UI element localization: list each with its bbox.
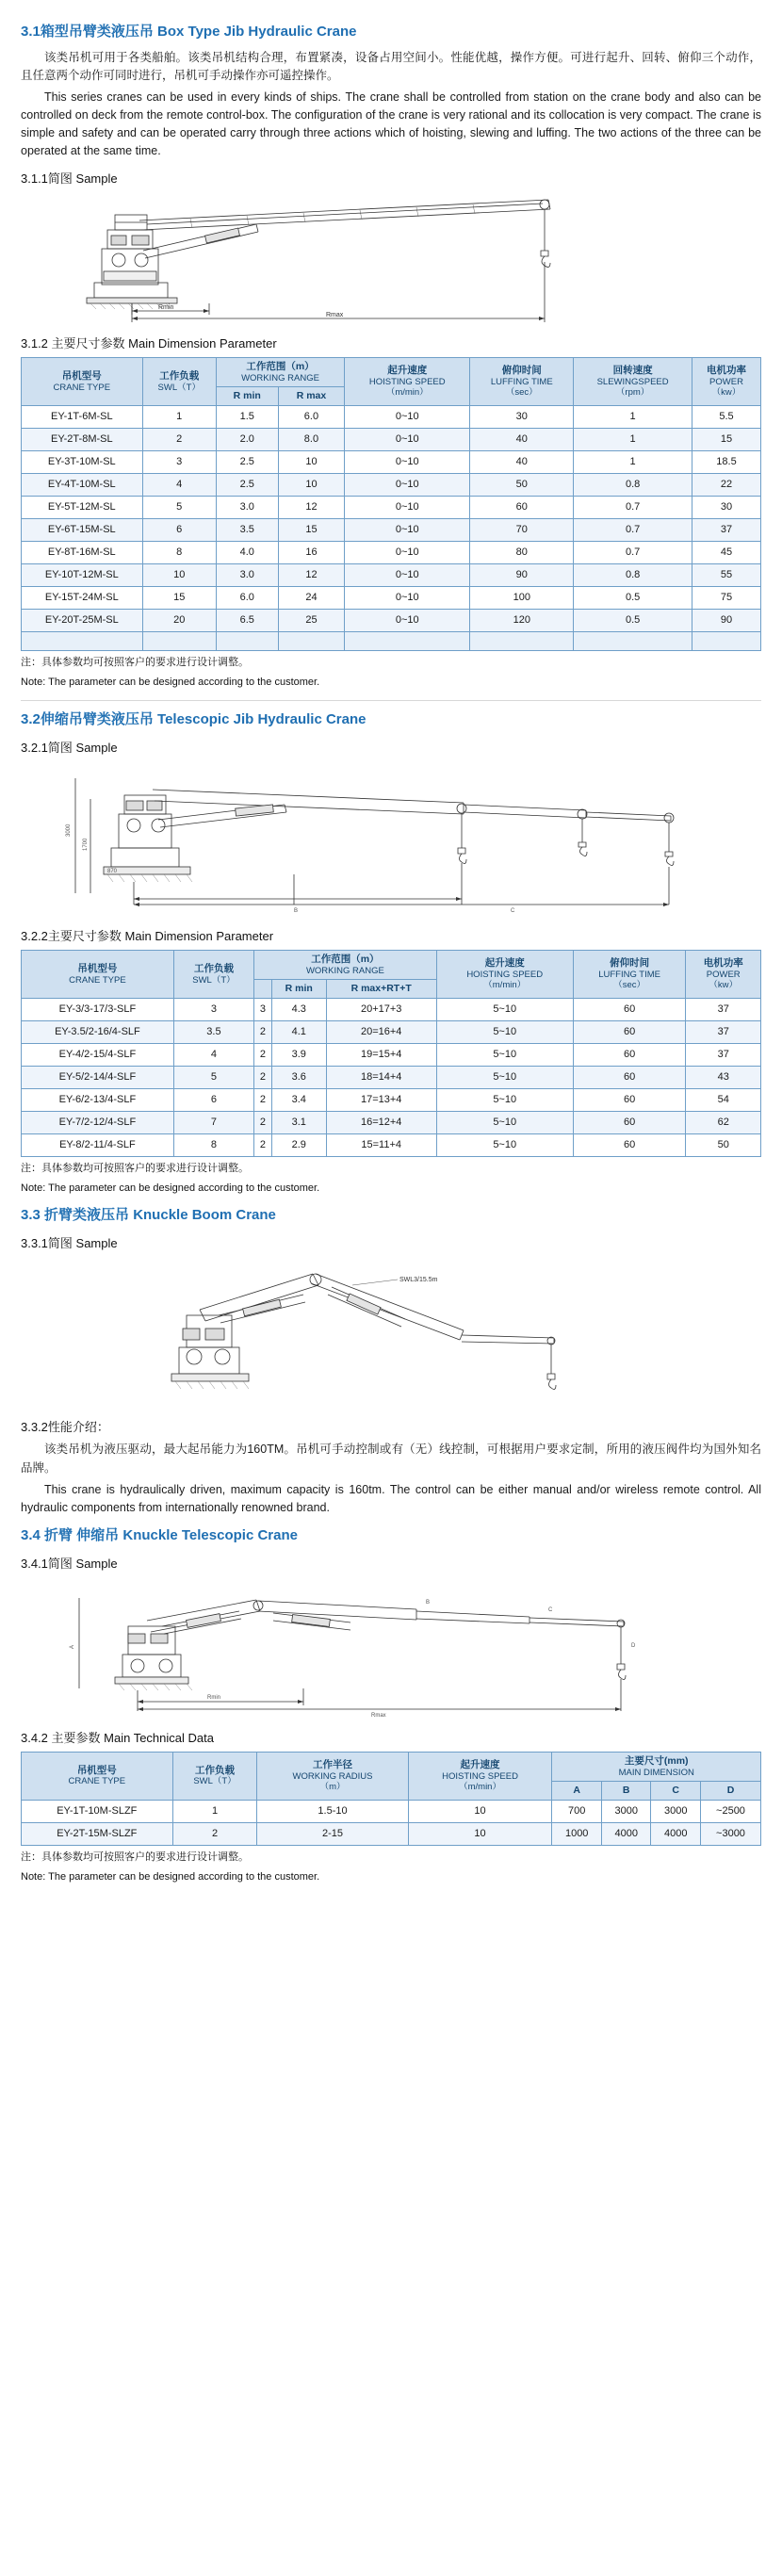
table-cell: 2 bbox=[254, 1020, 272, 1043]
th-kt-main-dimension: 主要尺寸(mm) MAIN DIMENSION bbox=[552, 1753, 761, 1782]
table-cell: EY-5/2-14/4-SLF bbox=[22, 1066, 174, 1088]
table-cell: 8.0 bbox=[278, 428, 344, 450]
table-cell: EY-3.5/2-16/4-SLF bbox=[22, 1020, 174, 1043]
table-cell: 3.0 bbox=[216, 496, 278, 518]
table-cell: 1.5 bbox=[216, 405, 278, 428]
note-cn-1: 注：具体参数均可按照客户的要求进行设计调整。 bbox=[21, 657, 249, 669]
divider-1 bbox=[21, 700, 761, 701]
table-cell: 18=14+4 bbox=[326, 1066, 436, 1088]
table-cell: 0~10 bbox=[345, 450, 470, 473]
table-cell: 15 bbox=[692, 428, 760, 450]
table-cell: 4000 bbox=[651, 1822, 701, 1845]
note-cn-2: 注：具体参数均可按照客户的要求进行设计调整。 bbox=[21, 1162, 249, 1174]
svg-text:3000: 3000 bbox=[66, 824, 72, 838]
figure-box-type-crane bbox=[21, 192, 761, 324]
table-cell: 3.1 bbox=[271, 1111, 326, 1133]
table-cell: 4.3 bbox=[271, 998, 326, 1020]
th-r-min: R min bbox=[216, 387, 278, 406]
section-3-3-paragraph-cn: 该类吊机为液压驱动，最大起吊能力为160TM。吊机可手动控制或有（无）线控制，可根据用户要求定制，所用的液压阀件均为国外知名品牌。 bbox=[21, 1443, 761, 1475]
table-cell: 60 bbox=[573, 1133, 686, 1156]
table-cell: EY-2T-8M-SL bbox=[22, 428, 143, 450]
table-cell: 3.5 bbox=[216, 518, 278, 541]
svg-text:Rmin: Rmin bbox=[158, 304, 174, 312]
table-cell-blank bbox=[22, 631, 143, 650]
svg-text:870: 870 bbox=[107, 869, 118, 875]
table-cell: 0.8 bbox=[574, 473, 692, 496]
table-cell: 12 bbox=[278, 496, 344, 518]
table-cell: 5~10 bbox=[436, 1133, 573, 1156]
table-cell: 60 bbox=[573, 1020, 686, 1043]
table-knuckle-telescopic-data bbox=[21, 1752, 761, 1846]
table-row bbox=[22, 1088, 761, 1111]
table-cell: 0~10 bbox=[345, 496, 470, 518]
table-cell: 5~10 bbox=[436, 1066, 573, 1088]
table-cell: 2.5 bbox=[216, 473, 278, 496]
table-cell: 4000 bbox=[601, 1822, 651, 1845]
th-power: 电机功率 POWER （kw） bbox=[692, 358, 760, 406]
table-cell: 5~10 bbox=[436, 998, 573, 1020]
table-cell: ~3000 bbox=[700, 1822, 760, 1845]
table-telescopic-main-dimension bbox=[21, 950, 761, 1157]
table-cell: 0.7 bbox=[574, 496, 692, 518]
th-tele-r-min: R min bbox=[271, 980, 326, 999]
heading-3-1-1-sample: 3.1.1简图 Sample bbox=[21, 171, 118, 187]
table-cell: 10 bbox=[142, 563, 216, 586]
svg-text:1700: 1700 bbox=[83, 839, 89, 852]
table-cell: 75 bbox=[692, 586, 760, 609]
table-row bbox=[22, 1800, 761, 1822]
svg-text:B: B bbox=[294, 908, 299, 915]
note-en-1: Note: The parameter can be designed according to the customer. bbox=[21, 676, 320, 688]
heading-3-4-2-main-technical-data: 3.4.2 主要参数 Main Technical Data bbox=[21, 1731, 214, 1746]
table-cell: 0~10 bbox=[345, 563, 470, 586]
table-cell: 0.5 bbox=[574, 609, 692, 631]
table-cell: 20+17+3 bbox=[326, 998, 436, 1020]
table-cell-blank bbox=[278, 631, 344, 650]
table-cell: EY-3/3-17/3-SLF bbox=[22, 998, 174, 1020]
table-cell-blank bbox=[216, 631, 278, 650]
svg-text:C: C bbox=[511, 908, 515, 915]
table-cell: EY-1T-6M-SL bbox=[22, 405, 143, 428]
table-cell: 2 bbox=[254, 1088, 272, 1111]
th-tele-hoisting-speed: 起升速度 HOISTING SPEED （m/min） bbox=[436, 951, 573, 999]
table-row bbox=[22, 1020, 761, 1043]
note-en-3: Note: The parameter can be designed according to the customer. bbox=[21, 1870, 320, 1883]
table-cell: 18.5 bbox=[692, 450, 760, 473]
table-row bbox=[22, 405, 761, 428]
table-cell: 3000 bbox=[651, 1800, 701, 1822]
table-row bbox=[22, 1133, 761, 1156]
table-cell: 4.1 bbox=[271, 1020, 326, 1043]
svg-text:Rmax: Rmax bbox=[326, 312, 344, 319]
table-cell: 0.8 bbox=[574, 563, 692, 586]
table-cell: 120 bbox=[470, 609, 574, 631]
table-row bbox=[22, 998, 761, 1020]
table-cell: 40 bbox=[470, 428, 574, 450]
table-cell: 3 bbox=[142, 450, 216, 473]
table-cell-blank bbox=[470, 631, 574, 650]
table-cell: 1000 bbox=[552, 1822, 602, 1845]
heading-3-2-1-sample: 3.2.1简图 Sample bbox=[21, 741, 118, 756]
svg-text:SWL3/15.5m: SWL3/15.5m bbox=[399, 1277, 438, 1284]
th-kt-swl: 工作负载 SWL（T） bbox=[172, 1753, 257, 1801]
table-cell: 5~10 bbox=[436, 1043, 573, 1066]
table-cell: 37 bbox=[692, 518, 760, 541]
table-cell: EY-4T-10M-SL bbox=[22, 473, 143, 496]
th-swl: 工作负载 SWL（T） bbox=[142, 358, 216, 406]
table-cell: EY-1T-10M-SLZF bbox=[22, 1800, 173, 1822]
table-cell: 0~10 bbox=[345, 428, 470, 450]
table-cell: 2 bbox=[172, 1822, 257, 1845]
table-cell: EY-3T-10M-SL bbox=[22, 450, 143, 473]
table-cell: 16 bbox=[278, 541, 344, 563]
table-cell-blank bbox=[142, 631, 216, 650]
table-row bbox=[22, 450, 761, 473]
table-cell: 30 bbox=[692, 496, 760, 518]
table-cell: 50 bbox=[470, 473, 574, 496]
table-cell: EY-6T-15M-SL bbox=[22, 518, 143, 541]
table-cell: 1 bbox=[574, 450, 692, 473]
table-cell: 22 bbox=[692, 473, 760, 496]
table-cell: 3 bbox=[254, 998, 272, 1020]
heading-3-3-2-performance: 3.3.2性能介绍： bbox=[21, 1420, 109, 1435]
table-cell: 5 bbox=[173, 1066, 253, 1088]
table-cell: 3.0 bbox=[216, 563, 278, 586]
table-cell: 2.9 bbox=[271, 1133, 326, 1156]
table-cell: 3 bbox=[173, 998, 253, 1020]
svg-text:C: C bbox=[548, 1607, 553, 1614]
table-knuckle-telescopic-body bbox=[22, 1800, 761, 1845]
section-3-3-paragraph-en: This crane is hydraulically driven, maximum capacity is 160tm. The control can be either manual and/or wireless remote control. All hydraulic components from internationally renowned brand. bbox=[21, 1483, 761, 1514]
table-cell: 90 bbox=[470, 563, 574, 586]
table-cell: 6 bbox=[142, 518, 216, 541]
section-title-knuckle-boom: 3.3 折臂类液压吊 Knuckle Boom Crane bbox=[21, 1206, 276, 1223]
table-cell: 3.6 bbox=[271, 1066, 326, 1088]
table-cell: 54 bbox=[686, 1088, 761, 1111]
table-cell: 6.0 bbox=[216, 586, 278, 609]
table-cell: 2 bbox=[254, 1133, 272, 1156]
section-title-telescopic: 3.2伸缩吊臂类液压吊 Telescopic Jib Hydraulic Crane bbox=[21, 710, 367, 727]
table-row bbox=[22, 541, 761, 563]
table-cell: 10 bbox=[408, 1800, 552, 1822]
section-title-knuckle-telescopic: 3.4 折臂 伸缩吊 Knuckle Telescopic Crane bbox=[21, 1526, 298, 1543]
th-tele-spacer bbox=[254, 980, 272, 999]
heading-3-4-1-sample: 3.4.1简图 Sample bbox=[21, 1557, 118, 1572]
table-cell: ~2500 bbox=[700, 1800, 760, 1822]
svg-text:B: B bbox=[426, 1600, 431, 1606]
table-cell: 1 bbox=[574, 405, 692, 428]
table-cell: 37 bbox=[686, 1020, 761, 1043]
table-cell: 2-15 bbox=[257, 1822, 408, 1845]
table-cell: 6.5 bbox=[216, 609, 278, 631]
th-tele-r-max: R max+RT+T bbox=[326, 980, 436, 999]
table-cell: 8 bbox=[142, 541, 216, 563]
th-r-max: R max bbox=[278, 387, 344, 406]
heading-3-1-2-main-dimension: 3.1.2 主要尺寸参数 Main Dimension Parameter bbox=[21, 336, 277, 351]
table-cell: 2 bbox=[254, 1043, 272, 1066]
table-cell: 0.7 bbox=[574, 541, 692, 563]
th-kt-b: B bbox=[601, 1782, 651, 1801]
table-cell: 5~10 bbox=[436, 1088, 573, 1111]
table-cell: 60 bbox=[573, 1043, 686, 1066]
table-cell-blank bbox=[692, 631, 760, 650]
table-cell: 70 bbox=[470, 518, 574, 541]
figure-telescopic-crane bbox=[21, 761, 761, 917]
table-cell: 20 bbox=[142, 609, 216, 631]
table-cell: 15=11+4 bbox=[326, 1133, 436, 1156]
table-cell: 50 bbox=[686, 1133, 761, 1156]
table-cell: 1.5-10 bbox=[257, 1800, 408, 1822]
table-cell: 16=12+4 bbox=[326, 1111, 436, 1133]
th-tele-swl: 工作负载 SWL（T） bbox=[173, 951, 253, 999]
table-cell: 15 bbox=[142, 586, 216, 609]
table-cell: 0~10 bbox=[345, 518, 470, 541]
table-cell: 60 bbox=[573, 1111, 686, 1133]
table-cell: 0~10 bbox=[345, 609, 470, 631]
table-row bbox=[22, 1111, 761, 1133]
table-cell: 25 bbox=[278, 609, 344, 631]
th-kt-crane-type: 吊机型号 CRANE TYPE bbox=[22, 1753, 173, 1801]
table-cell: 15 bbox=[278, 518, 344, 541]
table-cell: 24 bbox=[278, 586, 344, 609]
note-en-2: Note: The parameter can be designed according to the customer. bbox=[21, 1182, 320, 1194]
table-cell: 55 bbox=[692, 563, 760, 586]
table-cell: 10 bbox=[278, 450, 344, 473]
th-tele-crane-type: 吊机型号 CRANE TYPE bbox=[22, 951, 174, 999]
table-row bbox=[22, 1043, 761, 1066]
th-kt-a: A bbox=[552, 1782, 602, 1801]
table-cell: EY-8/2-11/4-SLF bbox=[22, 1133, 174, 1156]
table-cell: 17=13+4 bbox=[326, 1088, 436, 1111]
table-cell-blank bbox=[345, 631, 470, 650]
table-cell: EY-20T-25M-SL bbox=[22, 609, 143, 631]
table-row bbox=[22, 1822, 761, 1845]
th-working-range: 工作范围（m） WORKING RANGE bbox=[216, 358, 344, 387]
table-cell-blank bbox=[574, 631, 692, 650]
table-row bbox=[22, 609, 761, 631]
th-kt-d: D bbox=[700, 1782, 760, 1801]
table-cell: 8 bbox=[173, 1133, 253, 1156]
table-row bbox=[22, 1066, 761, 1088]
th-tele-power: 电机功率 POWER （kw） bbox=[686, 951, 761, 999]
table-cell: 7 bbox=[173, 1111, 253, 1133]
table-cell: 30 bbox=[470, 405, 574, 428]
table-cell: 1 bbox=[172, 1800, 257, 1822]
table-row bbox=[22, 473, 761, 496]
th-tele-working-range: 工作范围（m） WORKING RANGE bbox=[254, 951, 437, 980]
table-cell: 2 bbox=[254, 1111, 272, 1133]
table-cell: 60 bbox=[573, 1066, 686, 1088]
figure-knuckle-boom-crane bbox=[21, 1257, 761, 1408]
table-cell: 40 bbox=[470, 450, 574, 473]
table-cell: 4.0 bbox=[216, 541, 278, 563]
table-cell: 10 bbox=[278, 473, 344, 496]
table-row bbox=[22, 496, 761, 518]
table-cell: 45 bbox=[692, 541, 760, 563]
th-kt-c: C bbox=[651, 1782, 701, 1801]
table-cell: 3.4 bbox=[271, 1088, 326, 1111]
table-cell: 4 bbox=[142, 473, 216, 496]
table-cell: EY-7/2-12/4-SLF bbox=[22, 1111, 174, 1133]
section-title-box-type: 3.1箱型吊臂类液压吊 Box Type Jib Hydraulic Crane bbox=[21, 24, 357, 40]
table-cell: 12 bbox=[278, 563, 344, 586]
table-box-body bbox=[22, 405, 761, 650]
table-cell: 5.5 bbox=[692, 405, 760, 428]
table-cell: 20=16+4 bbox=[326, 1020, 436, 1043]
table-cell: 60 bbox=[573, 1088, 686, 1111]
table-row bbox=[22, 563, 761, 586]
table-cell: 100 bbox=[470, 586, 574, 609]
th-slewing-speed: 回转速度 SLEWINGSPEED （rpm） bbox=[574, 358, 692, 406]
table-cell: 62 bbox=[686, 1111, 761, 1133]
figure-knuckle-telescopic-crane bbox=[21, 1577, 761, 1719]
table-cell: 60 bbox=[573, 998, 686, 1020]
table-cell: 2.5 bbox=[216, 450, 278, 473]
th-kt-hoisting-speed: 起升速度 HOISTING SPEED （m/min） bbox=[408, 1753, 552, 1801]
svg-text:D: D bbox=[631, 1643, 636, 1650]
table-row bbox=[22, 428, 761, 450]
table-cell: 5~10 bbox=[436, 1020, 573, 1043]
table-row-blank bbox=[22, 631, 761, 650]
table-telescopic-body bbox=[22, 998, 761, 1156]
table-cell: 1 bbox=[574, 428, 692, 450]
table-cell: 700 bbox=[552, 1800, 602, 1822]
table-cell: 5 bbox=[142, 496, 216, 518]
table-cell: 2 bbox=[254, 1066, 272, 1088]
table-cell: 3.5 bbox=[173, 1020, 253, 1043]
th-luffing-time: 俯仰时间 LUFFING TIME （sec） bbox=[470, 358, 574, 406]
table-row bbox=[22, 518, 761, 541]
table-cell: EY-6/2-13/4-SLF bbox=[22, 1088, 174, 1111]
table-cell: 10 bbox=[408, 1822, 552, 1845]
table-cell: 80 bbox=[470, 541, 574, 563]
table-cell: 60 bbox=[470, 496, 574, 518]
table-cell: 5~10 bbox=[436, 1111, 573, 1133]
table-cell: 0.5 bbox=[574, 586, 692, 609]
table-cell: EY-5T-12M-SL bbox=[22, 496, 143, 518]
table-cell: 3.9 bbox=[271, 1043, 326, 1066]
table-cell: 0~10 bbox=[345, 541, 470, 563]
th-kt-working-radius: 工作半径 WORKING RADIUS （m） bbox=[257, 1753, 408, 1801]
table-cell: 19=15+4 bbox=[326, 1043, 436, 1066]
note-cn-3: 注：具体参数均可按照客户的要求进行设计调整。 bbox=[21, 1850, 249, 1863]
table-cell: EY-15T-24M-SL bbox=[22, 586, 143, 609]
table-cell: 37 bbox=[686, 1043, 761, 1066]
table-box-type-main-dimension bbox=[21, 357, 761, 651]
th-crane-type: 吊机型号 CRANE TYPE bbox=[22, 358, 143, 406]
table-cell: 3000 bbox=[601, 1800, 651, 1822]
table-cell: EY-4/2-15/4-SLF bbox=[22, 1043, 174, 1066]
table-cell: 1 bbox=[142, 405, 216, 428]
table-cell: EY-10T-12M-SL bbox=[22, 563, 143, 586]
table-row bbox=[22, 586, 761, 609]
table-cell: 0.7 bbox=[574, 518, 692, 541]
table-cell: 0~10 bbox=[345, 586, 470, 609]
table-cell: 2.0 bbox=[216, 428, 278, 450]
table-cell: 6.0 bbox=[278, 405, 344, 428]
section-3-1-paragraph-cn: 该类吊机可用于各类船舶。该类吊机结构合理，布置紧凑，设备占用空间小。性能优越，操作方便。可进行起升、回转、俯仰三个动作，且任意两个动作可同时进行，吊机可手动操作亦可遥控操作。 bbox=[21, 50, 761, 82]
svg-text:Rmin: Rmin bbox=[207, 1695, 221, 1702]
svg-text:A: A bbox=[70, 1645, 75, 1650]
th-hoisting-speed: 起升速度 HOISTING SPEED （m/min） bbox=[345, 358, 470, 406]
heading-3-2-2-main-dimension: 3.2.2主要尺寸参数 Main Dimension Parameter bbox=[21, 929, 274, 944]
table-cell: EY-8T-16M-SL bbox=[22, 541, 143, 563]
section-3-1-paragraph-en: This series cranes can be used in every kinds of ships. The crane shall be controlled from station on the crane body and also can be controlled on deck from the remote control-box. The configuration of the crane is very rational and its collocation is very compact. The crane is simple and safety and can be operated carry through three actions which of hoisting, slewing and luffing. The two actions of the three can be operated at the same time. bbox=[21, 90, 761, 157]
table-cell: 90 bbox=[692, 609, 760, 631]
th-tele-luffing-time: 俯仰时间 LUFFING TIME （sec） bbox=[573, 951, 686, 999]
table-cell: 37 bbox=[686, 998, 761, 1020]
svg-text:Rmax: Rmax bbox=[371, 1713, 386, 1720]
table-cell: 0~10 bbox=[345, 405, 470, 428]
table-cell: 4 bbox=[173, 1043, 253, 1066]
table-cell: EY-2T-15M-SLZF bbox=[22, 1822, 173, 1845]
table-cell: 0~10 bbox=[345, 473, 470, 496]
table-cell: 43 bbox=[686, 1066, 761, 1088]
table-cell: 2 bbox=[142, 428, 216, 450]
table-cell: 6 bbox=[173, 1088, 253, 1111]
heading-3-3-1-sample: 3.3.1简图 Sample bbox=[21, 1236, 118, 1251]
